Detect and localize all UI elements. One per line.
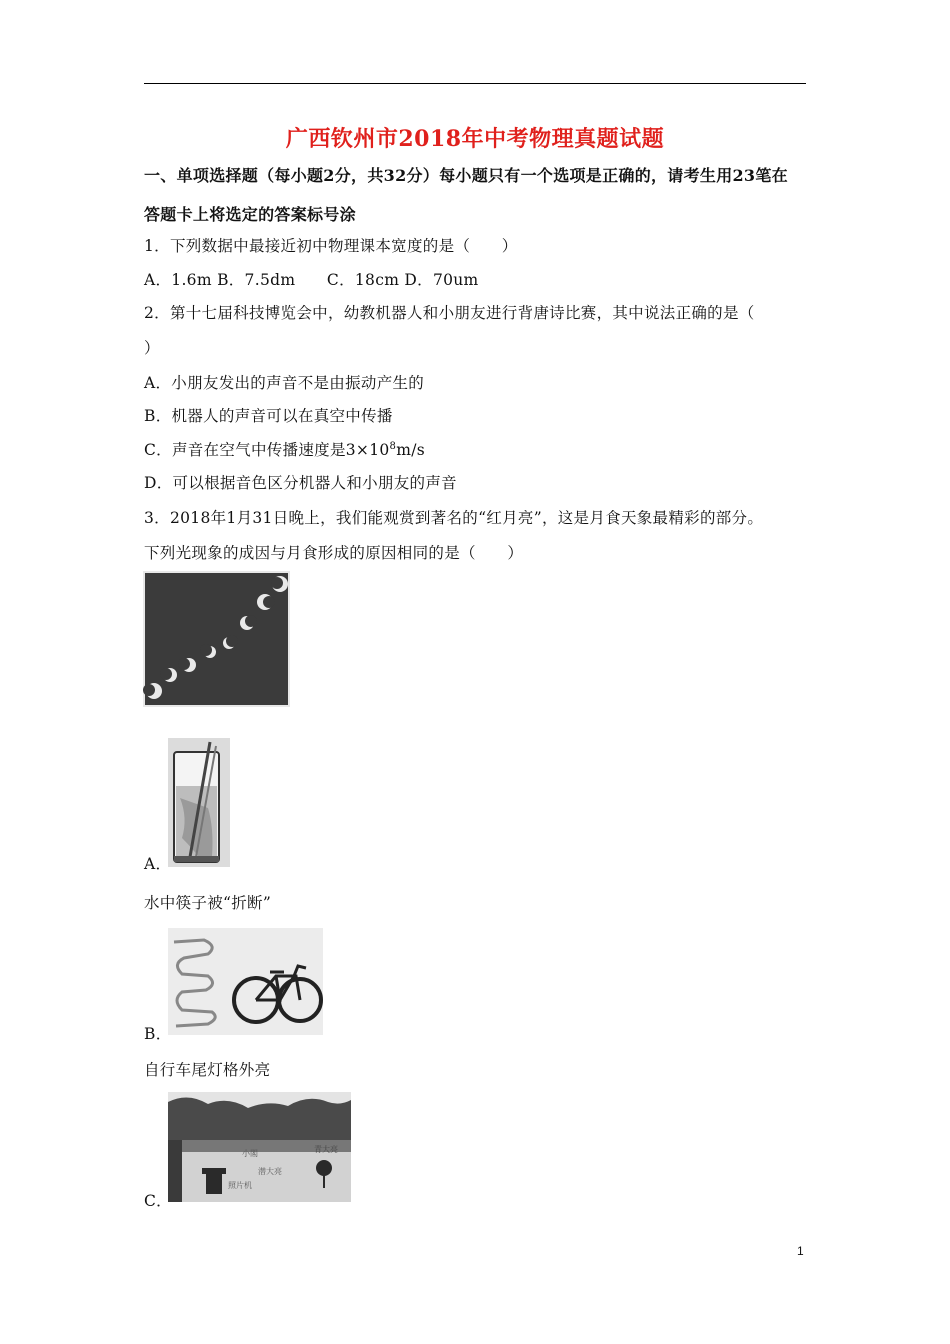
q3-stem-line2: 下列光现象的成因与月食形成的原因相同的是（ ） (144, 544, 524, 562)
bicycle-tail-light-image (168, 928, 323, 1035)
q3-option-b-caption: 自行车尾灯格外亮 (144, 1061, 271, 1079)
lunar-eclipse-photo (143, 571, 290, 707)
q1-stem: 1．下列数据中最接近初中物理课本宽度的是（ ） (144, 237, 518, 255)
photo-label-3: 青大亮 (314, 1145, 338, 1154)
q2-stem-line1: 2．第十七届科技博览会中，幼教机器人和小朋友进行背唐诗比赛，其中说法正确的是（ (144, 304, 755, 322)
q2-option-c-unit: m/s (396, 441, 425, 459)
q2-option-c (144, 438, 425, 460)
q3-option-a-caption: 水中筷子被“折断” (144, 894, 272, 912)
photo-label-2: 潜大亮 (258, 1167, 282, 1176)
q2-option-b: B．机器人的声音可以在真空中传播 (144, 407, 393, 425)
q3-option-b-label: B． (144, 1025, 172, 1043)
photo-label-4: 照片机 (228, 1181, 252, 1190)
q2-option-a: A．小朋友发出的声音不是由振动产生的 (144, 374, 425, 392)
landscape-reflection-image (168, 1092, 351, 1202)
q2-stem-line2: ） (144, 339, 160, 357)
section-heading-line2: 答题卡上将选定的答案标号涂 (144, 205, 356, 224)
q2-option-c-exponent: 8 (389, 440, 397, 452)
photo-label-1: 小閣 (242, 1149, 258, 1158)
q2-option-c-text: C．声音在空气中传播速度是3×10 (144, 441, 390, 459)
q3-option-a-label: A． (144, 855, 172, 873)
q3-stem-line1: 3．2018年1月31日晚上，我们能观赏到著名的“红月亮”，这是月食天象最精彩的部分。 (144, 509, 764, 527)
header-rule (144, 83, 806, 84)
q3-option-c-label: C． (144, 1192, 172, 1210)
page-number: 1 (797, 1244, 804, 1258)
q1-options: A．1.6m B．7.5dm C．18cm D．70um (144, 271, 479, 289)
glass-with-chopsticks-image (168, 738, 230, 867)
page-title: 广西钦州市2018年中考物理真题试题 (285, 126, 665, 152)
q2-option-d: D．可以根据音色区分机器人和小朋友的声音 (144, 474, 457, 492)
section-heading-line1: 一、单项选择题（每小题2分，共32分）每小题只有一个选项是正确的，请考生用23笔在 (144, 166, 788, 185)
